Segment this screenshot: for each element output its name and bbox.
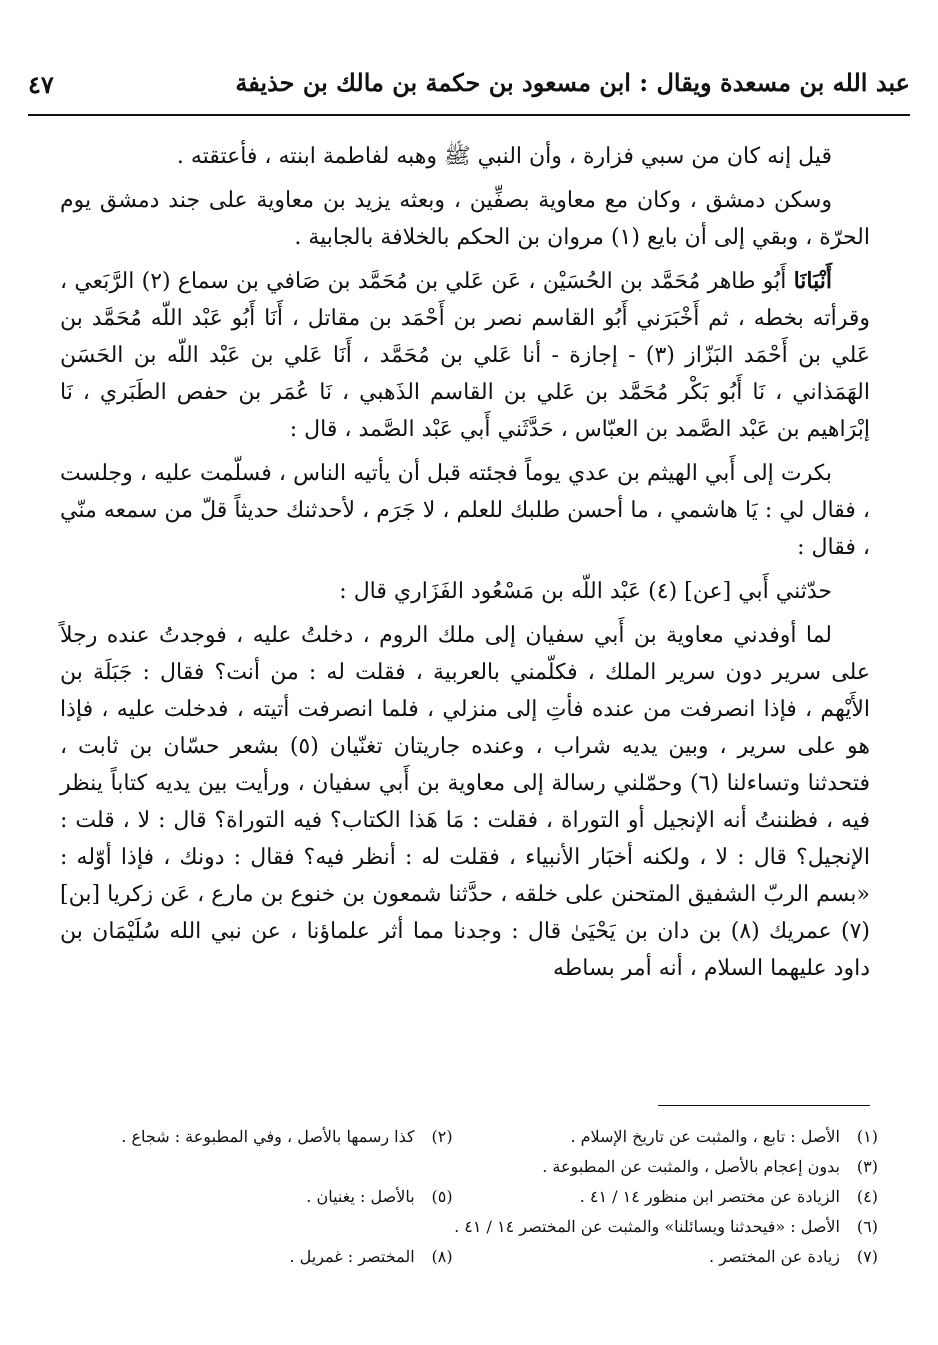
footnote-number: (٦) [856,1217,878,1236]
paragraph-6: لما أوفدني معاوية بن أَبي سفيان إلى ملك الروم ، دخلتُ عليه ، فوجدتُ عنده رجلاً على سرير دون سرير الملك ، فكلّمني بالعربية ، فقلت له : من أنت؟ فقال : جَبَلَة بن الأَيْهم ، فإذا انصرفت من عنده فأتِ إلى منزلي ، فلما انصرفت أتيته ، فدخلت عليه ، فإذا هو على سرير ، وبين يديه شراب ، وعنده جاريتان تغنّيان (٥) بشعر حسّان بن ثابت ، فتحدثنا وتساءلنا (٦) وحمّلني رسالة إلى معاوية بن أَبي سفيان ، ورأيت بين يديه كتاباً ينظر فيه ، فظننتُ أنه الإنجيل أو التوراة ، فقلت : مَا هَذا الكتاب؟ فيه التوراة؟ قال : لا ، قلت : الإنجيل؟ قال : لا ، ولكنه أخبَار الأنبياء ، فقلت له : أنظر فيه؟ فقال : دونك ، فإذا أوّله : «بسم الربّ الشفيق المتحنن على خلقه ، حدَّثنا شمعون بن خنوع بن مارع ، عَن زكريا [بن] (٧) عمريك (٨) بن دان بن يَحْيَىٰ قال : وجدنا مما أثر علماؤنا ، عن نبي الله سُلَيْمَان بن داود عليهما السلام ، أنه أمر بساطه [60,623,871,981]
footnote-number: (٥) [431,1187,453,1206]
footnote-separator [658,1105,870,1106]
footnote-number: (٣) [856,1157,878,1176]
footnote-number: (٨) [431,1247,453,1266]
footnote-2 [60,1122,453,1152]
footnote-text: الزيادة عن مختصر ابن منظور ١٤ / ٤١ . [579,1187,840,1206]
paragraph-4: بكرت إلى أَبي الهيثم بن عدي يوماً فجئته قبل أن يأتيه الناس ، فسلّمت عليه ، وجلست ، فقال لي : يَا هاشمي ، ما أحسن طلبك للعلم ، لا جَرَم ، لأحدثنك حديثاً قلّ من سمعه منّي ، فقال : [60,461,870,560]
paragraph-5: حدّثني أَبي [عن] (٤) عَبْد اللّه بن مَسْعُود الفَزَاري قال : [339,579,832,604]
footnote-row [60,1242,878,1272]
footnote-number: (٧) [856,1247,878,1266]
footnote-row [60,1122,878,1152]
footnote-6 [453,1212,878,1242]
paragraph-2: وسكن دمشق ، وكان مع معاوية بصفِّين ، وبعثه يزيد بن معاوية على جند دمشق يوم الحرّة ، وبقي إلى أن بايع (١) مروان بن الحكم بالخلافة بالجابية . [60,188,870,250]
footnote-number: (١) [856,1127,878,1146]
isnad-lead-word: أَنْبَانَا [793,268,832,294]
footnote-row [60,1182,878,1212]
footnote-5 [60,1182,453,1212]
footnote-text: زيادة عن المختصر . [708,1247,840,1266]
footnote-1 [453,1122,878,1152]
footnote-text: بالأصل : يغنيان . [306,1187,415,1206]
footnotes [60,1122,878,1272]
footnote-3 [453,1152,878,1182]
footnote-8 [60,1242,453,1272]
footnote-row [60,1152,878,1182]
paragraph-3-text: أَبُو طاهر مُحَمَّد بن الحُسَيْن ، عَن عَلي بن مُحَمَّد بن صَافي بن سماع (٢) الرَّبَعي ، وقرأته بخطه ، ثم أَخْبَرَني أَبُو القاسم نصر بن أَحْمَد بن مقاتل ، أَنَا أَبُو عَبْد اللّه مُحَمَّد بن عَلي بن أَحْمَد البَزّاز (٣) - إجازة - أنا عَلي بن مُحَمَّد ، أَنَا عَلي بن عَبْد اللّه بن الحَسَن الهَمَذاني ، نَا أَبُو بَكْر مُحَمَّد بن عَلي بن القاسم الذَهبي ، نَا عُمَر بن حفص الطَبَري ، نَا إبْرَاهيم بن عَبْد الصَّمد بن العبّاس ، حَدَّثَني أَبي عَبْد الصَّمد ، قال : [60,269,871,442]
footnote-text: المختصر : غمريل . [289,1247,415,1266]
main-text [60,138,870,994]
header-rule [28,114,910,116]
running-title: عبد الله بن مسعدة ويقال : ابن مسعود بن حكمة بن مالك بن حذيفة [235,68,910,97]
footnote-4 [453,1182,878,1212]
paragraph-3 [60,263,870,448]
footnote-number: (٤) [856,1187,878,1206]
footnote-text: بدون إعجام بالأصل ، والمثبت عن المطبوعة . [542,1157,840,1176]
page-number: ٤٧ [28,70,54,99]
page-header [28,58,910,120]
footnote-number: (٢) [431,1127,453,1146]
paragraph-1: قيل إنه كان من سبي فزارة ، وأن النبي ﷺ وهبه لفاطمة ابنته ، فأعتقته . [176,144,832,169]
footnote-text: كذا رسمها بالأصل ، وفي المطبوعة : شجاع . [121,1127,415,1146]
footnote-text: الأصل : تابع ، والمثبت عن تاريخ الإسلام . [570,1127,840,1146]
footnote-text: الأصل : «فيحدثنا ويسائلنا» والمثبت عن المختصر ١٤ / ٤١ . [454,1217,840,1236]
footnote-7 [453,1242,878,1272]
footnote-row [60,1212,878,1242]
